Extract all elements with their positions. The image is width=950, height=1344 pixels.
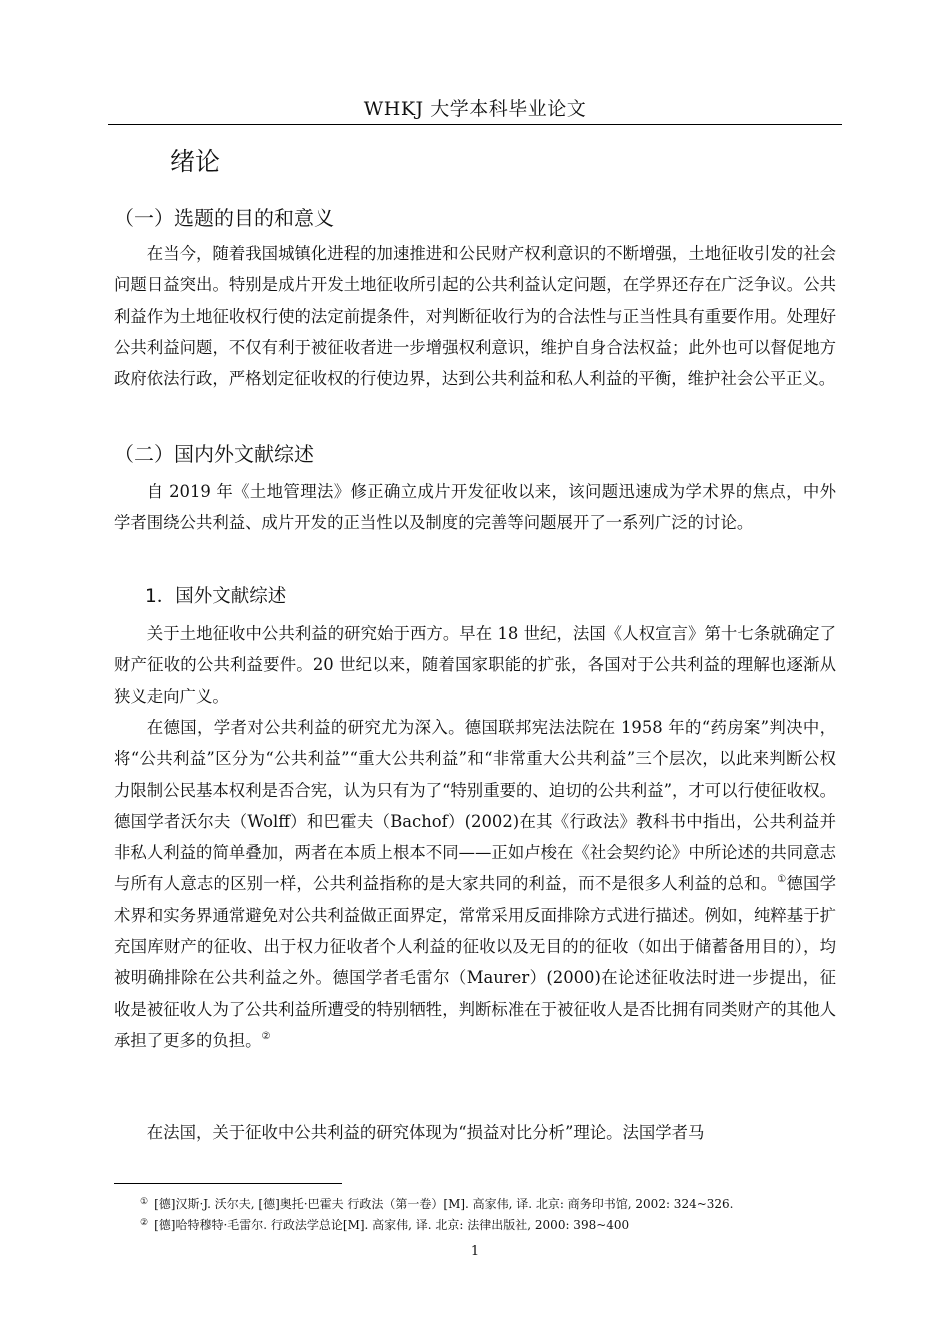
paragraph-purpose: 在当今，随着我国城镇化进程的加速推进和公民财产权利意识的不断增强，土地征收引发的社会问题日益突出。特别是成片开发土地征收所引起的公共利益认定问题，在学界还存在广泛争议。公共利益作为土地征收权行使的法定前提条件，对判断征收行为的合法性与正当性具有重要作用。处理好公共利益问题，不仅有利于被征收者进一步增强权利意识，维护自身合法权益；此外也可以督促地方政府依法行政，严格划定征收权的行使边界，达到公共利益和私人利益的平衡，维护社会公平正义。 bbox=[114, 244, 836, 389]
running-header: WHKJ 大学本科毕业论文 bbox=[363, 98, 587, 120]
page-number: 1 bbox=[470, 1244, 480, 1259]
paragraph-literature-intro: 自 2019 年《土地管理法》修正确立成片开发征收以来，该问题迅速成为学术界的焦点，中外学者围绕公共利益、成片开发的正当性以及制度的完善等问题展开了一系列广泛的讨论。 bbox=[114, 482, 836, 533]
chapter-title: 绪论 bbox=[170, 147, 221, 176]
footnote-1 bbox=[140, 1192, 734, 1214]
paragraph-germany-text-1: 在德国，学者对公共利益的研究尤为深入。德国联邦宪法法院在 1958 年的“药房案”判决中，将“公共利益”区分为“公共利益”“重大公共利益”和“非常重大公共利益”三个层次，以此来判断公权力限制公民基本权利是否合宪，认为只有为了“特别重要的、迫切的公共利益”，才可以行使征收权。德国学者沃尔夫（Wolff）和巴霍夫（Bachof）(2002)在其《行政法》教科书中指出，公共利益并非私人利益的简单叠加，两者在本质上根本不同——正如卢梭在《社会契约论》中所论述的共同意志与所有人意志的区别一样，公共利益指称的是大家共同的利益，而不是很多人利益的总和。 bbox=[114, 718, 836, 894]
footnote-ref-1[interactable]: ① bbox=[777, 874, 787, 886]
paragraph-germany-text-2: 德国学术界和实务界通常避免对公共利益做正面界定，常常采用反面排除方式进行描述。例如，纯粹基于扩充国库财产的征收、出于权力征收者个人利益的征收以及无目的的征收（如出于储蓄备用目的），均被明确排除在公共利益之外。德国学者毛雷尔（Maurer）(2000)在论述征收法时进一步提出，征收是被征收人为了公共利益所遭受的特别牺牲，判断标准在于被征收人是否比拥有同类财产的其他人承担了更多的负担。 bbox=[114, 874, 837, 1050]
paragraph-france: 在法国，关于征收中公共利益的研究体现为“损益对比分析”理论。法国学者马 bbox=[146, 1123, 705, 1142]
footnote-text-1: [德]汉斯·J. 沃尔夫, [德]奥托·巴霍夫 行政法（第一卷）[M]. 高家伟, 译. 北京: 商务印书馆, 2002: 324~326. bbox=[154, 1197, 734, 1211]
paragraph-foreign-origin: 关于土地征收中公共利益的研究始于西方。早在 18 世纪，法国《人权宣言》第十七条就确定了财产征收的公共利益要件。20 世纪以来，随着国家职能的扩张，各国对于公共利益的理解也逐渐从狭义走向广义。 bbox=[114, 624, 836, 706]
footnote-ref-2[interactable]: ② bbox=[261, 1030, 271, 1042]
footnote-text-2: [德]哈特穆特·毛雷尔. 行政法学总论[M]. 高家伟, 译. 北京: 法律出版社, 2000: 398~400 bbox=[154, 1218, 630, 1232]
header-divider bbox=[108, 124, 842, 125]
section-heading-purpose: （一）选题的目的和意义 bbox=[114, 206, 334, 230]
footnote-2 bbox=[140, 1213, 629, 1235]
subsection-heading-foreign-literature: 1．国外文献综述 bbox=[145, 586, 287, 607]
footnote-mark-1: ① bbox=[140, 1197, 149, 1207]
paragraph-germany bbox=[114, 712, 836, 1056]
footnote-divider bbox=[114, 1183, 342, 1184]
section-heading-literature-review: （二）国内外文献综述 bbox=[114, 442, 314, 466]
footnote-mark-2: ② bbox=[140, 1218, 149, 1228]
